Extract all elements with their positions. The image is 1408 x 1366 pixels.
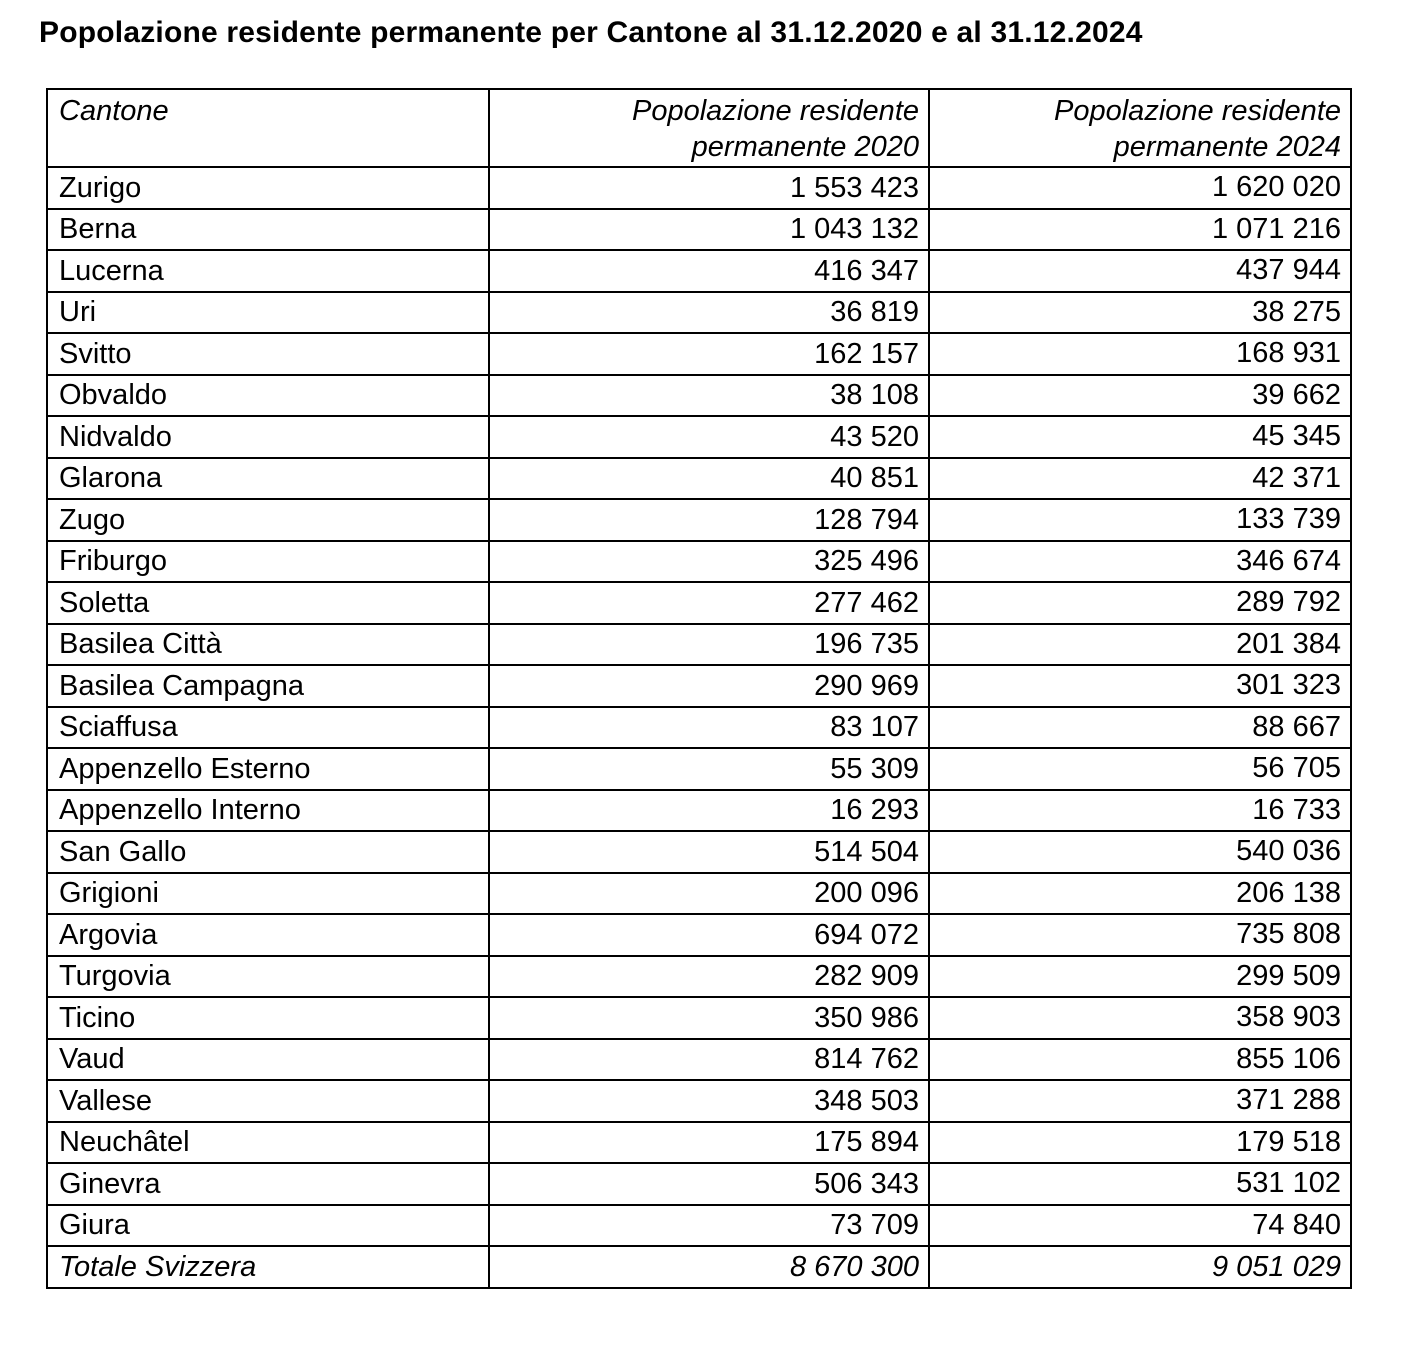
table-row xyxy=(47,831,1351,873)
population-2024-cell: 301 323 xyxy=(929,665,1351,707)
canton-cell: Giura xyxy=(47,1205,489,1247)
population-2020-cell: 36 819 xyxy=(489,292,929,334)
canton-cell: Obvaldo xyxy=(47,375,489,417)
table-body xyxy=(47,167,1351,1288)
population-2020-cell: 162 157 xyxy=(489,333,929,375)
population-2020-cell: 175 894 xyxy=(489,1122,929,1164)
population-2020-cell: 350 986 xyxy=(489,997,929,1039)
table-row xyxy=(47,1039,1351,1081)
canton-cell: Nidvaldo xyxy=(47,416,489,458)
population-2024-cell: 540 036 xyxy=(929,831,1351,873)
canton-cell: Vaud xyxy=(47,1039,489,1081)
population-2024-cell: 371 288 xyxy=(929,1080,1351,1122)
table-row xyxy=(47,292,1351,334)
table-header-row xyxy=(47,89,1351,167)
population-2020-cell: 128 794 xyxy=(489,499,929,541)
population-2024-cell: 735 808 xyxy=(929,914,1351,956)
canton-cell: Sciaffusa xyxy=(47,707,489,749)
canton-cell: San Gallo xyxy=(47,831,489,873)
canton-cell: Ginevra xyxy=(47,1163,489,1205)
table-row xyxy=(47,1122,1351,1164)
population-2024-cell: 206 138 xyxy=(929,873,1351,915)
table-row xyxy=(47,873,1351,915)
canton-cell: Lucerna xyxy=(47,250,489,292)
canton-cell: Uri xyxy=(47,292,489,334)
table-row xyxy=(47,499,1351,541)
population-2024-cell: 56 705 xyxy=(929,748,1351,790)
population-2024-cell: 133 739 xyxy=(929,499,1351,541)
canton-cell: Basilea Campagna xyxy=(47,665,489,707)
canton-cell: Glarona xyxy=(47,458,489,500)
population-2024-cell: 289 792 xyxy=(929,582,1351,624)
population-2020-cell: 694 072 xyxy=(489,914,929,956)
canton-cell: Grigioni xyxy=(47,873,489,915)
population-2024-cell: 855 106 xyxy=(929,1039,1351,1081)
canton-cell: Appenzello Esterno xyxy=(47,748,489,790)
population-2020-cell: 348 503 xyxy=(489,1080,929,1122)
population-2024-cell: 168 931 xyxy=(929,333,1351,375)
population-2020-cell: 290 969 xyxy=(489,665,929,707)
population-table xyxy=(46,88,1352,1289)
population-2024-cell: 201 384 xyxy=(929,624,1351,666)
table-row xyxy=(47,748,1351,790)
column-header-pop-2020: Popolazione residente permanente 2020 xyxy=(489,89,929,167)
population-2020-cell: 416 347 xyxy=(489,250,929,292)
total-population-2024-cell: 9 051 029 xyxy=(929,1246,1351,1288)
population-2020-cell: 43 520 xyxy=(489,416,929,458)
table-row xyxy=(47,582,1351,624)
table-row xyxy=(47,956,1351,998)
table-row xyxy=(47,997,1351,1039)
population-2024-cell: 1 071 216 xyxy=(929,209,1351,251)
population-2024-cell: 358 903 xyxy=(929,997,1351,1039)
table-row xyxy=(47,375,1351,417)
table-row xyxy=(47,333,1351,375)
table-row xyxy=(47,167,1351,209)
table-row xyxy=(47,665,1351,707)
canton-cell: Friburgo xyxy=(47,541,489,583)
population-2020-cell: 83 107 xyxy=(489,707,929,749)
population-2020-cell: 200 096 xyxy=(489,873,929,915)
canton-cell: Berna xyxy=(47,209,489,251)
canton-cell: Soletta xyxy=(47,582,489,624)
page-title: Popolazione residente permanente per Cantone al 31.12.2020 e al 31.12.2024 xyxy=(39,16,1143,49)
population-2020-cell: 282 909 xyxy=(489,956,929,998)
population-2024-cell: 39 662 xyxy=(929,375,1351,417)
table-row xyxy=(47,1205,1351,1247)
population-2024-cell: 45 345 xyxy=(929,416,1351,458)
population-2020-cell: 16 293 xyxy=(489,790,929,832)
population-2020-cell: 1 043 132 xyxy=(489,209,929,251)
table-row xyxy=(47,707,1351,749)
population-2020-cell: 814 762 xyxy=(489,1039,929,1081)
table-row xyxy=(47,790,1351,832)
table-row xyxy=(47,458,1351,500)
table-row xyxy=(47,624,1351,666)
population-2024-cell: 38 275 xyxy=(929,292,1351,334)
column-header-canton: Cantone xyxy=(47,89,489,167)
population-2020-cell: 506 343 xyxy=(489,1163,929,1205)
population-2020-cell: 196 735 xyxy=(489,624,929,666)
population-2020-cell: 325 496 xyxy=(489,541,929,583)
table-row xyxy=(47,914,1351,956)
canton-cell: Argovia xyxy=(47,914,489,956)
population-2024-cell: 299 509 xyxy=(929,956,1351,998)
canton-cell: Ticino xyxy=(47,997,489,1039)
table-row xyxy=(47,416,1351,458)
column-header-pop-2024: Popolazione residente permanente 2024 xyxy=(929,89,1351,167)
population-2020-cell: 514 504 xyxy=(489,831,929,873)
population-2024-cell: 16 733 xyxy=(929,790,1351,832)
population-2020-cell: 277 462 xyxy=(489,582,929,624)
population-2024-cell: 437 944 xyxy=(929,250,1351,292)
canton-cell: Svitto xyxy=(47,333,489,375)
population-2024-cell: 74 840 xyxy=(929,1205,1351,1247)
table-row xyxy=(47,209,1351,251)
canton-cell: Vallese xyxy=(47,1080,489,1122)
population-2024-cell: 531 102 xyxy=(929,1163,1351,1205)
population-2024-cell: 42 371 xyxy=(929,458,1351,500)
total-row xyxy=(47,1246,1351,1288)
population-2024-cell: 88 667 xyxy=(929,707,1351,749)
total-population-2020-cell: 8 670 300 xyxy=(489,1246,929,1288)
canton-cell: Basilea Città xyxy=(47,624,489,666)
table-row xyxy=(47,250,1351,292)
table-row xyxy=(47,1163,1351,1205)
population-2024-cell: 179 518 xyxy=(929,1122,1351,1164)
canton-cell: Neuchâtel xyxy=(47,1122,489,1164)
canton-cell: Turgovia xyxy=(47,956,489,998)
population-2024-cell: 1 620 020 xyxy=(929,167,1351,209)
population-2020-cell: 40 851 xyxy=(489,458,929,500)
table-row xyxy=(47,1080,1351,1122)
population-2024-cell: 346 674 xyxy=(929,541,1351,583)
population-2020-cell: 73 709 xyxy=(489,1205,929,1247)
canton-cell: Zurigo xyxy=(47,167,489,209)
canton-cell: Appenzello Interno xyxy=(47,790,489,832)
population-2020-cell: 55 309 xyxy=(489,748,929,790)
table-row xyxy=(47,541,1351,583)
population-2020-cell: 1 553 423 xyxy=(489,167,929,209)
population-2020-cell: 38 108 xyxy=(489,375,929,417)
total-canton-cell: Totale Svizzera xyxy=(47,1246,489,1288)
canton-cell: Zugo xyxy=(47,499,489,541)
